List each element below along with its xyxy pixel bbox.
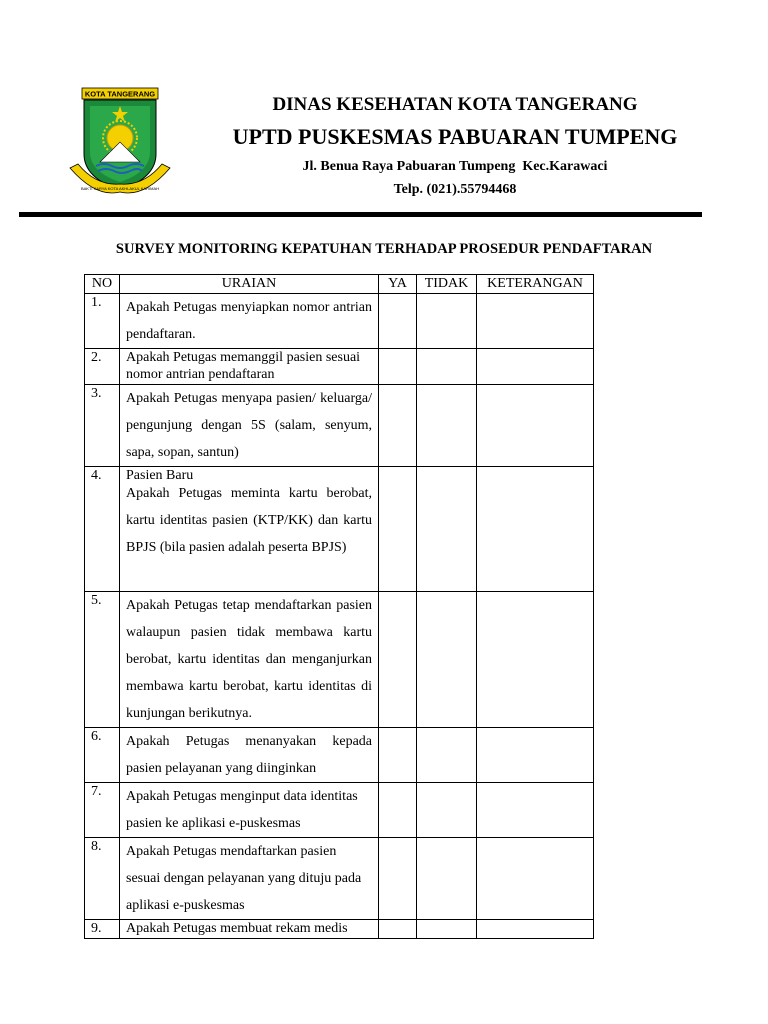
row-heading: Pasien Baru xyxy=(126,468,194,483)
row-description: Apakah Petugas membuat rekam medis xyxy=(120,920,379,939)
keterangan-cell[interactable] xyxy=(477,838,594,920)
table-row xyxy=(85,920,594,939)
row-number: 9. xyxy=(85,920,120,939)
table-row xyxy=(85,294,594,349)
document-title: SURVEY MONITORING KEPATUHAN TERHADAP PROSEDUR PENDAFTARAN xyxy=(115,241,653,257)
row-description: Apakah Petugas menyapa pasien/ keluarga/ pengunjung dengan 5S (salam, senyum, sapa, sopan, santun) xyxy=(120,385,379,467)
table-row xyxy=(85,728,594,783)
ya-cell[interactable] xyxy=(379,728,417,783)
row-number: 4. xyxy=(85,467,120,592)
table-row xyxy=(85,349,594,385)
row-number: 3. xyxy=(85,385,120,467)
row-description: Apakah Petugas mendaftarkan pasien sesuai dengan pelayanan yang dituju pada aplikasi e-puskesmas xyxy=(120,838,379,920)
ya-cell[interactable] xyxy=(379,592,417,728)
header-tidak: TIDAK xyxy=(417,275,477,294)
tidak-cell[interactable] xyxy=(417,294,477,349)
tidak-cell[interactable] xyxy=(417,467,477,592)
logo-ribbon-text: KOTA TANGERANG xyxy=(84,89,156,99)
ya-cell[interactable] xyxy=(379,385,417,467)
tidak-cell[interactable] xyxy=(417,838,477,920)
row-description: Apakah Petugas tetap mendaftarkan pasien walaupun pasien tidak membawa kartu berobat, kartu identitas dan menganjurkan membawa kartu berobat, kartu identitas di kunjungan berikutnya. xyxy=(120,592,379,728)
table-row xyxy=(85,838,594,920)
header-divider xyxy=(19,212,702,217)
row-number: 6. xyxy=(85,728,120,783)
address: Jl. Benua Raya Pabuaran Tumpeng Kec.Karawaci xyxy=(302,159,608,174)
ya-cell[interactable] xyxy=(379,838,417,920)
table-header-row xyxy=(85,275,594,294)
unit-name: UPTD PUSKESMAS PABUARAN TUMPENG xyxy=(232,124,678,149)
tidak-cell[interactable] xyxy=(417,920,477,939)
keterangan-cell[interactable] xyxy=(477,385,594,467)
row-description: Apakah Petugas meminta kartu berobat, kartu identitas pasien (KTP/KK) dan kartu BPJS (bila pasien adalah peserta BPJS) xyxy=(126,486,372,555)
header-no: NO xyxy=(85,275,120,294)
survey-table xyxy=(84,274,594,939)
tidak-cell[interactable] xyxy=(417,728,477,783)
row-number: 1. xyxy=(85,294,120,349)
ya-cell[interactable] xyxy=(379,349,417,385)
table-row xyxy=(85,592,594,728)
ya-cell[interactable] xyxy=(379,294,417,349)
table-row xyxy=(85,783,594,838)
keterangan-cell[interactable] xyxy=(477,783,594,838)
tidak-cell[interactable] xyxy=(417,592,477,728)
keterangan-cell[interactable] xyxy=(477,728,594,783)
logo-motto-text: BAKTI KARYA KOTA AKHLAKUL KARIMAH xyxy=(80,186,160,191)
ya-cell[interactable] xyxy=(379,467,417,592)
row-description: Apakah Petugas menginput data identitas pasien ke aplikasi e-puskesmas xyxy=(120,783,379,838)
row-number: 5. xyxy=(85,592,120,728)
row-description: Apakah Petugas menyiapkan nomor antrian pendaftaran. xyxy=(120,294,379,349)
header-uraian: URAIAN xyxy=(120,275,379,294)
phone: Telp. (021).55794468 xyxy=(393,182,517,197)
row-description-cell xyxy=(120,467,379,592)
kota-tangerang-emblem xyxy=(66,86,174,204)
agency-name: DINAS KESEHATAN KOTA TANGERANG xyxy=(272,94,638,115)
tidak-cell[interactable] xyxy=(417,385,477,467)
row-number: 7. xyxy=(85,783,120,838)
keterangan-cell[interactable] xyxy=(477,920,594,939)
ya-cell[interactable] xyxy=(379,920,417,939)
tidak-cell[interactable] xyxy=(417,349,477,385)
tidak-cell[interactable] xyxy=(417,783,477,838)
row-number: 8. xyxy=(85,838,120,920)
table-row xyxy=(85,385,594,467)
keterangan-cell[interactable] xyxy=(477,349,594,385)
row-description: Apakah Petugas menanyakan kepada pasien pelayanan yang diinginkan xyxy=(120,728,379,783)
row-number: 2. xyxy=(85,349,120,385)
row-description: Apakah Petugas memanggil pasien sesuai nomor antrian pendaftaran xyxy=(120,349,379,385)
header-ya: YA xyxy=(379,275,417,294)
table-row xyxy=(85,467,594,592)
ya-cell[interactable] xyxy=(379,783,417,838)
keterangan-cell[interactable] xyxy=(477,592,594,728)
keterangan-cell[interactable] xyxy=(477,467,594,592)
header-keterangan: KETERANGAN xyxy=(477,275,594,294)
keterangan-cell[interactable] xyxy=(477,294,594,349)
